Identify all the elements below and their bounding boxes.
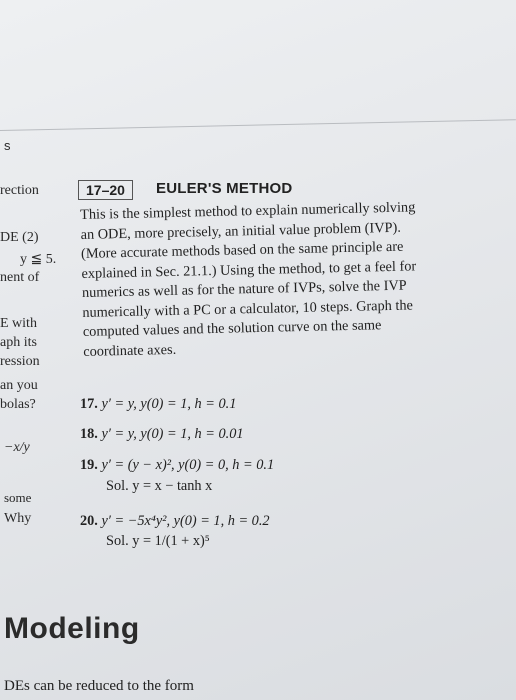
problem-number: 18. [80, 426, 98, 442]
problem-number: 17. [80, 396, 98, 412]
section-title: EULER'S METHOD [156, 180, 293, 197]
margin-fragment: bolas? [0, 397, 36, 412]
problem-18 [80, 426, 244, 443]
margin-fragment: an you [0, 378, 38, 393]
problem-equation: y′ = y, y(0) = 1, h = 0.01 [101, 426, 244, 442]
intro-line: explained in Sec. 21.1.) Using the method, to get a feel for [81, 257, 417, 282]
heading-modeling: Modeling [4, 612, 140, 645]
body-text-line: DEs can be reduced to the form [4, 678, 194, 694]
problem-20-solution: Sol. y = 1/(1 + x)⁵ [106, 533, 210, 549]
problem-19 [80, 457, 274, 474]
problem-19-solution: Sol. y = x − tanh x [106, 478, 213, 494]
margin-fragment: E with [0, 316, 37, 331]
intro-line: numerically with a PC or a calculator, 10 steps. Graph the [82, 296, 414, 321]
margin-fragment: some [4, 490, 32, 505]
problem-equation: y′ = y, y(0) = 1, h = 0.1 [101, 396, 237, 412]
page-rule [0, 119, 516, 131]
problem-number: 19. [80, 457, 98, 473]
section-number-box: 17–20 [78, 180, 133, 200]
intro-line: computed values and the solution curve on the same [82, 317, 382, 340]
problem-17 [80, 396, 236, 413]
margin-fragment: −x/y [4, 440, 30, 455]
margin-fragment: DE (2) [0, 230, 39, 245]
margin-fragment: Why [4, 511, 32, 526]
margin-fragment: rection [0, 183, 39, 198]
intro-line: This is the simplest method to explain numerically solving [80, 199, 416, 223]
problem-number: 20. [80, 513, 98, 529]
intro-paragraph [80, 198, 419, 362]
margin-fragment: aph its [0, 335, 37, 350]
intro-line: coordinate axes. [83, 341, 177, 360]
page-edge-letter: s [4, 138, 11, 153]
intro-line: (More accurate methods based on the same principle are [80, 238, 404, 262]
margin-fragment: ression [0, 354, 40, 369]
margin-fragment: nent of [0, 270, 40, 285]
margin-fragment: y ≦ 5. [20, 252, 57, 267]
problem-equation: y′ = −5x⁴y², y(0) = 1, h = 0.2 [101, 513, 270, 529]
intro-line: numerics as well as for the nature of IVPs, solve the IVP [81, 277, 407, 301]
problem-20 [80, 513, 270, 530]
intro-line: an ODE, more precisely, an initial value problem (IVP). [80, 219, 402, 243]
problem-equation: y′ = (y − x)², y(0) = 0, h = 0.1 [101, 457, 275, 473]
